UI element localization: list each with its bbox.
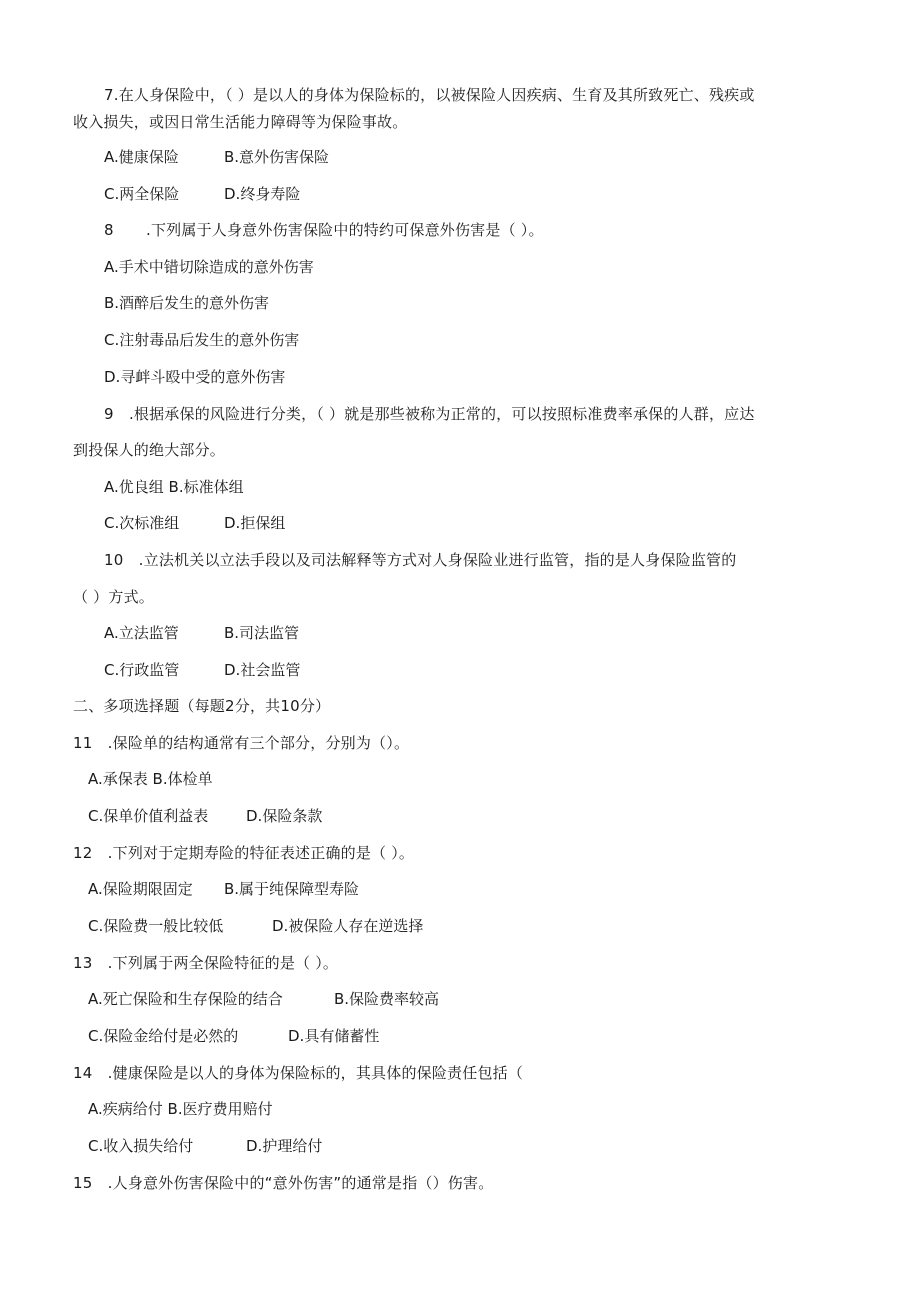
section-heading-multiple-choice: 二、多项选择题（每题2分，共10分） <box>73 697 331 715</box>
q8-option-d: D.寻衅斗殴中受的意外伤害 <box>104 368 286 386</box>
q8-option-c: C.注射毒品后发生的意外伤害 <box>104 331 300 349</box>
q14-option-c: C.收入损失给付 <box>88 1137 194 1155</box>
q14-option-ab: A.疾病给付 B.医疗费用赔付 <box>88 1100 273 1118</box>
q13-option-a: A.死亡保险和生存保险的结合 <box>88 990 283 1008</box>
q15-stem: 15 .人身意外伤害保险中的“意外伤害”的通常是指（）伤害。 <box>73 1174 494 1192</box>
q7-option-b: B.意外伤害保险 <box>224 148 330 166</box>
q8-number: 8 <box>104 221 114 239</box>
q12-option-c: C.保险费一般比较低 <box>88 917 224 935</box>
q11-stem: 11 .保险单的结构通常有三个部分，分别为（）。 <box>73 734 410 752</box>
q7-option-a: A.健康保险 <box>104 148 179 166</box>
q11-option-c: C.保单价值利益表 <box>88 807 209 825</box>
q10-option-d: D.社会监管 <box>224 661 301 679</box>
q13-stem: 13 .下列属于两全保险特征的是（ ）。 <box>73 954 339 972</box>
q10-stem-line1: 10 .立法机关以立法手段以及司法解释等方式对人身保险业进行监管，指的是人身保险监管的 <box>104 551 737 569</box>
q10-option-c: C.行政监管 <box>104 661 180 679</box>
q7-option-c: C.两全保险 <box>104 185 180 203</box>
q11-option-d: D.保险条款 <box>246 807 323 825</box>
q11-option-ab: A.承保表 B.体检单 <box>88 770 213 788</box>
q9-stem-line1: 9 .根据承保的风险进行分类，（ ）就是那些被称为正常的，可以按照标准费率承保的人群，应达 <box>104 405 755 423</box>
q10-stem-line2: （ ）方式。 <box>73 588 154 606</box>
q7-option-d: D.终身寿险 <box>224 185 301 203</box>
q7-stem-line2: 收入损失，或因日常生活能力障碍等为保险事故。 <box>73 113 408 131</box>
q10-option-a: A.立法监管 <box>104 624 179 642</box>
q13-option-d: D.具有储蓄性 <box>288 1027 380 1045</box>
q13-option-b: B.保险费率较高 <box>334 990 440 1008</box>
q14-option-d: D.护理给付 <box>246 1137 323 1155</box>
q9-option-ab: A.优良组 B.标准体组 <box>104 478 244 496</box>
q12-option-a: A.保险期限固定 <box>88 880 193 898</box>
q9-option-c: C.次标准组 <box>104 514 180 532</box>
q10-option-b: B.司法监管 <box>224 624 300 642</box>
q9-stem-line2: 到投保人的绝大部分。 <box>73 441 226 459</box>
q8-option-a: A.手术中错切除造成的意外伤害 <box>104 258 314 276</box>
q12-option-b: B.属于纯保障型寿险 <box>224 880 360 898</box>
q12-stem: 12 .下列对于定期寿险的特征表述正确的是（ ）。 <box>73 844 415 862</box>
q8-option-b: B.酒醉后发生的意外伤害 <box>104 294 270 312</box>
q13-option-c: C.保险金给付是必然的 <box>88 1027 239 1045</box>
q12-option-d: D.被保险人存在逆选择 <box>272 917 424 935</box>
q7-stem-line1: 7.在人身保险中，（ ）是以人的身体为保险标的，以被保险人因疾病、生育及其所致死亡、残疾或 <box>104 86 755 104</box>
q8-stem: .下列属于人身意外伤害保险中的特约可保意外伤害是（ ）。 <box>146 221 544 239</box>
q9-option-d: D.拒保组 <box>224 514 286 532</box>
q14-stem: 14 .健康保险是以人的身体为保险标的，其具体的保险责任包括（ <box>73 1064 524 1082</box>
